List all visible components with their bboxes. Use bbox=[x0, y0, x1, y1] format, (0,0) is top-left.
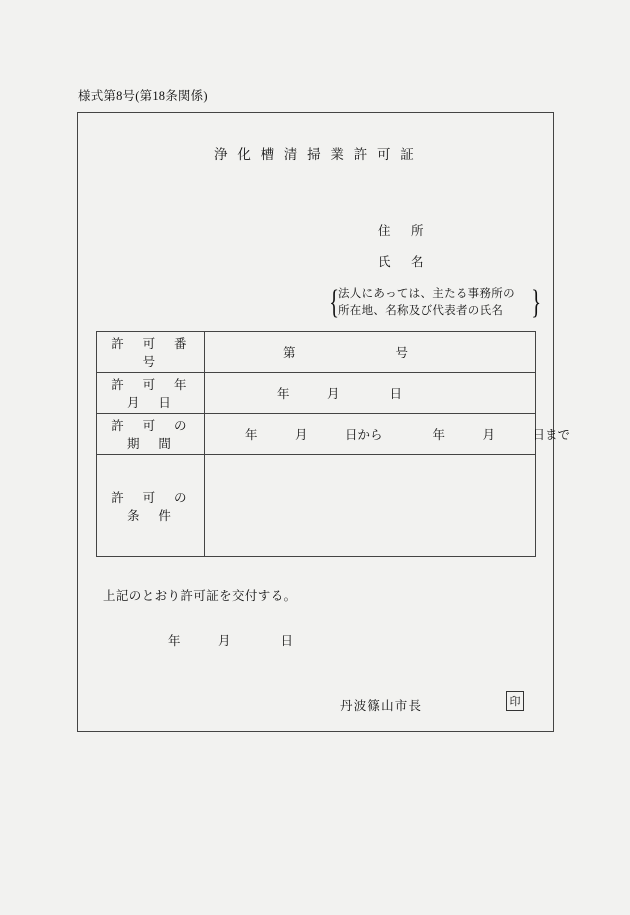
corporate-note-line2: 所在地、名称及び代表者の氏名 bbox=[338, 305, 504, 317]
row-label-permit-conditions: 許 可 の 条 件 bbox=[97, 455, 205, 557]
row-label-permit-period: 許 可 の 期 間 bbox=[97, 414, 205, 455]
permit-number-text: 第 号 bbox=[283, 346, 409, 360]
certificate-frame bbox=[77, 112, 571, 732]
row-value-permit-date bbox=[205, 373, 536, 414]
row-value-permit-period bbox=[205, 414, 571, 455]
name-label: 氏 名 bbox=[378, 255, 428, 269]
page-title: 浄 化 槽 清 掃 業 許 可 証 bbox=[214, 147, 417, 162]
corporate-note-text bbox=[338, 286, 515, 320]
row-value-permit-number bbox=[205, 332, 536, 373]
form-number: 様式第8号(第18条関係) bbox=[78, 89, 208, 103]
permit-period-text: 年 月 日から 年 月 日まで bbox=[245, 428, 571, 442]
table-row bbox=[97, 332, 536, 373]
row-value-permit-conditions bbox=[205, 455, 536, 557]
row-label-permit-date: 許 可 年 月 日 bbox=[97, 373, 205, 414]
corporate-note-line1: 法人にあっては、主たる事務所の bbox=[338, 288, 515, 300]
closing-statement: 上記のとおり許可証を交付する。 bbox=[103, 589, 297, 603]
table-row bbox=[97, 455, 536, 557]
address-label: 住 所 bbox=[378, 224, 428, 238]
table-row bbox=[97, 373, 536, 414]
seal-mark-icon: 印 bbox=[506, 691, 524, 711]
permit-date-text: 年 月 日 bbox=[277, 387, 403, 401]
table-row bbox=[97, 414, 536, 455]
permit-details-table bbox=[96, 331, 571, 557]
brace-right-glyph: } bbox=[530, 284, 541, 321]
brace-left-glyph: { bbox=[329, 284, 340, 321]
issuer-title: 丹波篠山市長 bbox=[340, 699, 423, 713]
row-label-permit-number: 許 可 番 号 bbox=[97, 332, 205, 373]
corporate-note bbox=[330, 285, 540, 321]
issue-date-line: 年 月 日 bbox=[168, 634, 294, 648]
